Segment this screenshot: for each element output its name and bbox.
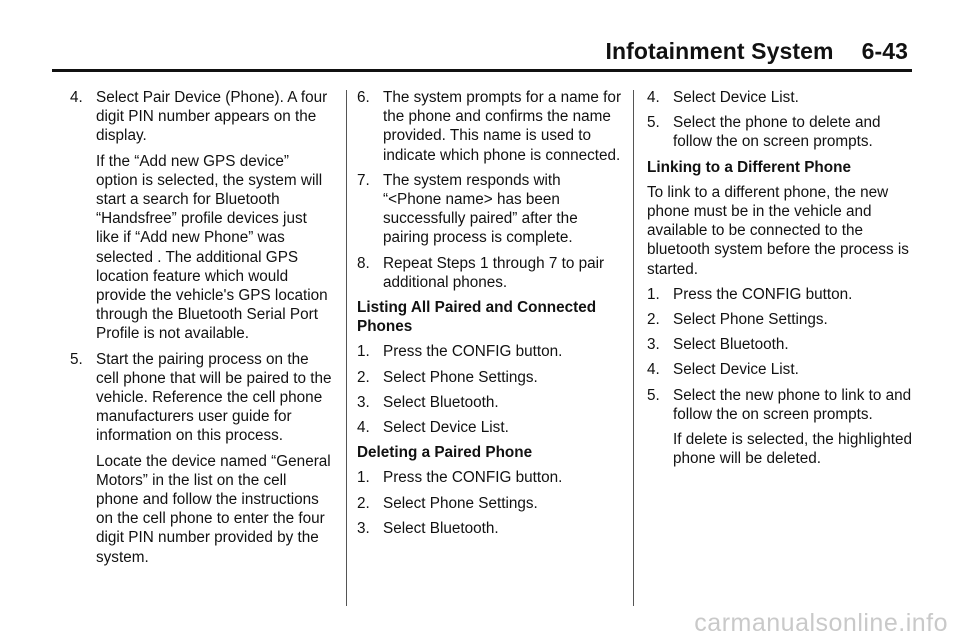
list-item: [357, 393, 622, 412]
page-header: [605, 38, 908, 65]
list-item: [357, 368, 622, 387]
list-item: [357, 254, 622, 292]
list-item: [70, 350, 332, 446]
step-text: Select the new phone to link to and follow the on screen prompts.: [673, 386, 912, 423]
step-text: Select Device List.: [673, 89, 799, 106]
step-number: 2.: [647, 311, 660, 329]
step-number: 1.: [357, 343, 370, 361]
step-text: Select Phone Settings.: [383, 368, 538, 386]
watermark: carmanualsonline.info: [694, 609, 948, 637]
step-number: 4.: [647, 89, 660, 106]
step-number: 5.: [70, 350, 83, 368]
list-item: [70, 88, 332, 146]
step-text: Select Pair Device (Phone). A four digit PIN number appears on the display.: [96, 89, 328, 145]
list-item: [357, 494, 622, 513]
step-text: Select Device List.: [383, 419, 509, 437]
column-divider: [633, 90, 634, 606]
step-number: 3.: [357, 393, 370, 411]
step-text: Press the CONFIG button.: [383, 469, 563, 487]
step-text: Select Phone Settings.: [673, 311, 828, 329]
section-heading: Linking to a Different Phone: [647, 158, 851, 176]
list-item: [357, 171, 622, 248]
step-note: Locate the device named “General Motors” in the list on the cell phone and follow the instructions on the cell phone to enter the four digit PIN number provided by the system.: [96, 452, 331, 566]
section-heading: Listing All Paired and Connected Phones: [357, 299, 597, 336]
step-text: The system responds with “<Phone name> has been successfully paired” after the pairing process is complete.: [383, 171, 578, 247]
list-item: [357, 88, 622, 165]
step-text: Press the CONFIG button.: [673, 285, 853, 303]
step-text: Select Device List.: [673, 361, 799, 379]
list-item: [647, 360, 912, 379]
column-1: [70, 88, 332, 573]
step-number: 2.: [357, 368, 370, 386]
step-text: Press the CONFIG button.: [383, 343, 563, 361]
list-item: [647, 335, 912, 354]
list-item: [647, 285, 912, 304]
column-2: [357, 88, 622, 544]
section-title: Infotainment System: [605, 38, 834, 64]
step-text: The system prompts for a name for the phone and confirms the name provided. This name is used to indicate which phone is connected.: [383, 89, 622, 164]
column-3: [647, 88, 912, 474]
step-text: Select Bluetooth.: [383, 519, 499, 537]
header-rule: [52, 69, 912, 72]
step-note: If the “Add new GPS device” option is selected, the system will start a search for Bluetooth “Handsfree” profile devices just like if “Add new Phone” was selected . The additional GPS location feature which would provide the vehicle's GPS location through the Bluetooth Serial Port Profile is not available.: [96, 152, 328, 343]
step-text: Select Bluetooth.: [383, 393, 499, 411]
step-number: 3.: [647, 336, 660, 354]
step-number: 1.: [357, 469, 370, 487]
list-item: [357, 342, 622, 361]
paragraph: To link to a different phone, the new phone must be in the vehicle and available to be connected to the bluetooth system before the process is started.: [647, 183, 909, 278]
step-number: 5.: [647, 386, 660, 404]
step-number: 7.: [357, 171, 370, 189]
step-note: If delete is selected, the highlighted phone will be deleted.: [673, 431, 912, 468]
step-text: Repeat Steps 1 through 7 to pair additional phones.: [383, 254, 605, 291]
step-number: 1.: [647, 285, 660, 303]
list-item: [357, 468, 622, 487]
list-item: [647, 113, 912, 151]
list-item: [647, 310, 912, 329]
column-divider: [346, 90, 347, 606]
list-item: [647, 88, 912, 107]
step-text: Select Phone Settings.: [383, 494, 538, 512]
step-number: 5.: [647, 114, 660, 132]
list-item: [647, 386, 912, 424]
step-number: 2.: [357, 494, 370, 512]
step-text: Select Bluetooth.: [673, 336, 789, 354]
step-number: 6.: [357, 89, 370, 106]
step-text: Start the pairing process on the cell phone that will be paired to the vehicle. Reference the cell phone manufacturers user guide for information on this process.: [96, 350, 332, 445]
step-number: 4.: [647, 361, 660, 379]
step-number: 4.: [70, 89, 83, 106]
list-item: [357, 519, 622, 538]
section-heading: Deleting a Paired Phone: [357, 444, 533, 462]
step-number: 3.: [357, 519, 370, 537]
list-item: [357, 418, 622, 437]
step-number: 8.: [357, 254, 370, 272]
page-number: 6-43: [861, 38, 908, 64]
step-number: 4.: [357, 419, 370, 437]
step-text: Select the phone to delete and follow the on screen prompts.: [673, 114, 881, 151]
